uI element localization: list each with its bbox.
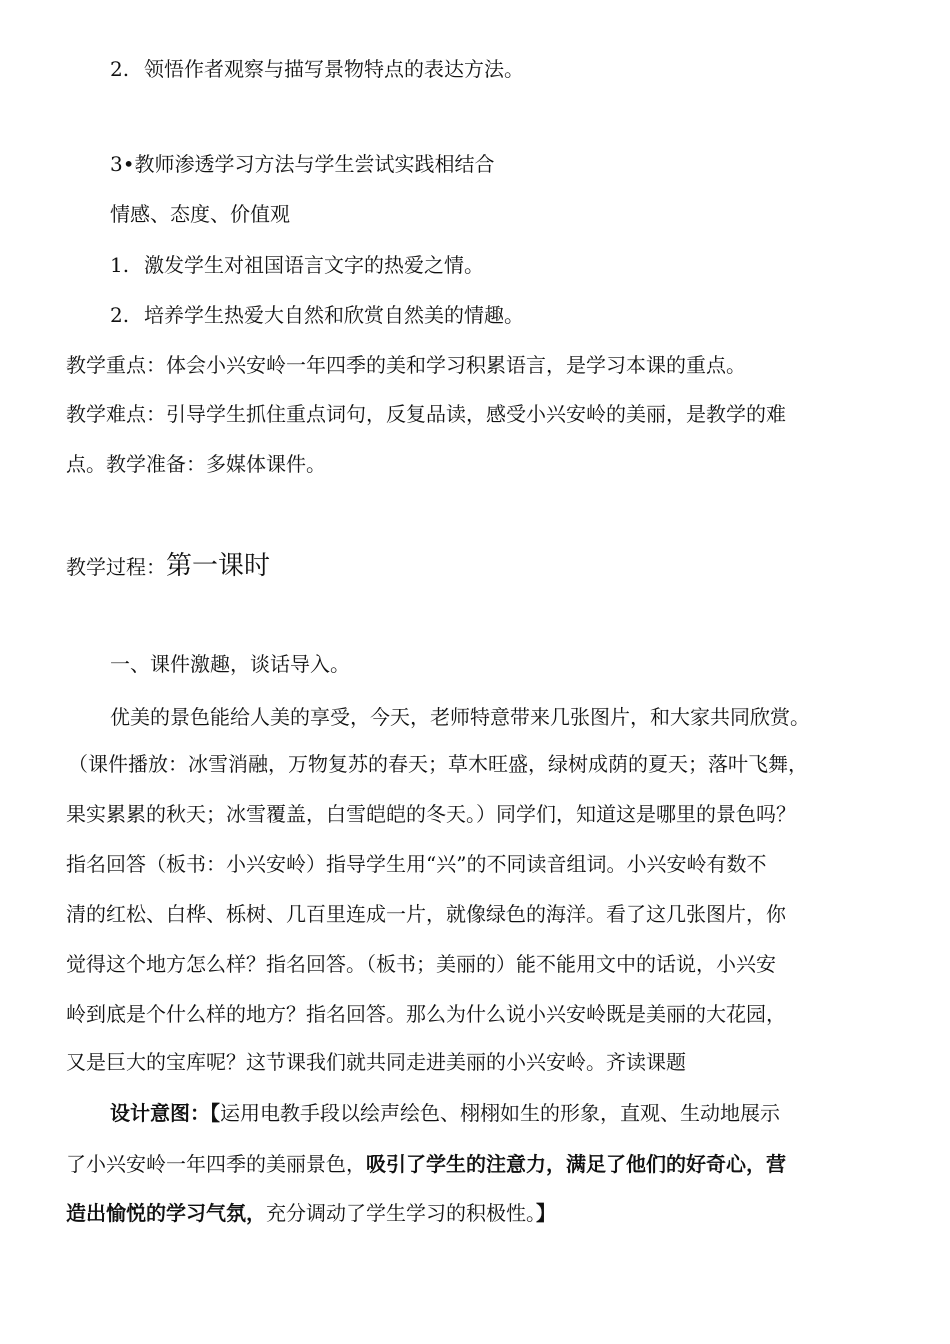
paragraph-line: 又是巨大的宝库呢？这节课我们就共同走进美丽的小兴安岭。齐读课题 bbox=[66, 1050, 686, 1074]
paragraph-line: 岭到底是个什么样的地方？指名回答。那么为什么说小兴安岭既是美丽的大花园， bbox=[66, 1002, 786, 1026]
teaching-preparation: 点。教学准备：多媒体课件。 bbox=[66, 452, 326, 476]
paragraph-line: （课件播放：冰雪消融，万物复苏的春天；草木旺盛，绿树成荫的夏天；落叶飞舞， bbox=[68, 752, 808, 776]
paragraph-line: 果实累累的秋天；冰雪覆盖，白雪皑皑的冬天。）同学们，知道这是哪里的景色吗？ bbox=[66, 802, 796, 826]
design-intent-text: 充分调动了学生学习的积极性。 bbox=[266, 1201, 536, 1225]
design-intent-emphasis: 吸引了学生的注意力，满足了他们的好奇心，营 bbox=[366, 1152, 786, 1176]
objective-item-2 bbox=[110, 55, 524, 83]
teaching-difficulty: 教学难点：引导学生抓住重点词句，反复品读，感受小兴安岭的美丽，是教学的难 bbox=[66, 402, 786, 426]
design-intent-text: 运用电教手段以绘声绘色、栩栩如生的形象，直观、生动地展示 bbox=[220, 1101, 780, 1125]
process-label: 教学过程： bbox=[66, 555, 166, 579]
design-intent-close-bracket: 】 bbox=[536, 1201, 556, 1225]
design-intent-line bbox=[66, 1199, 556, 1227]
list-text: 培养学生热爱大自然和欣赏自然美的情趣。 bbox=[144, 303, 524, 327]
list-number: 1. bbox=[110, 253, 130, 277]
lesson-title: 第一课时 bbox=[166, 551, 271, 581]
step-heading: 一、课件激趣，谈话导入。 bbox=[110, 652, 350, 676]
list-number: 2. bbox=[110, 303, 130, 327]
teaching-focus: 教学重点：体会小兴安岭一年四季的美和学习积累语言，是学习本课的重点。 bbox=[66, 353, 746, 377]
section-heading-emotion: 情感、态度、价值观 bbox=[110, 202, 290, 226]
design-intent-line bbox=[110, 1099, 780, 1127]
emotion-item-1 bbox=[110, 251, 484, 279]
design-intent-label: 设计意图：【 bbox=[110, 1101, 220, 1125]
objective-item-3: 3•教师渗透学习方法与学生尝试实践相结合 bbox=[110, 152, 495, 176]
list-text: 领悟作者观察与描写景物特点的表达方法。 bbox=[144, 57, 524, 81]
paragraph-line: 清的红松、白桦、栎树、几百里连成一片，就像绿色的海洋。看了这几张图片，你 bbox=[66, 902, 786, 926]
design-intent-line bbox=[66, 1150, 786, 1178]
paragraph-line: 指名回答（板书：小兴安岭）指导学生用“兴”的不同读音组词。小兴安岭有数不 bbox=[66, 852, 767, 876]
list-number: 2. bbox=[110, 57, 130, 81]
teaching-process-heading bbox=[66, 552, 270, 581]
paragraph-line: 优美的景色能给人美的享受，今天，老师特意带来几张图片，和大家共同欣赏。 bbox=[110, 705, 810, 729]
list-text: 激发学生对祖国语言文字的热爱之情。 bbox=[144, 253, 484, 277]
paragraph-line: 觉得这个地方怎么样？指名回答。（板书；美丽的）能不能用文中的话说，小兴安 bbox=[66, 952, 776, 976]
design-intent-emphasis: 造出愉悦的学习气氛， bbox=[66, 1201, 266, 1225]
emotion-item-2 bbox=[110, 301, 524, 329]
design-intent-text: 了小兴安岭一年四季的美丽景色， bbox=[66, 1152, 366, 1176]
